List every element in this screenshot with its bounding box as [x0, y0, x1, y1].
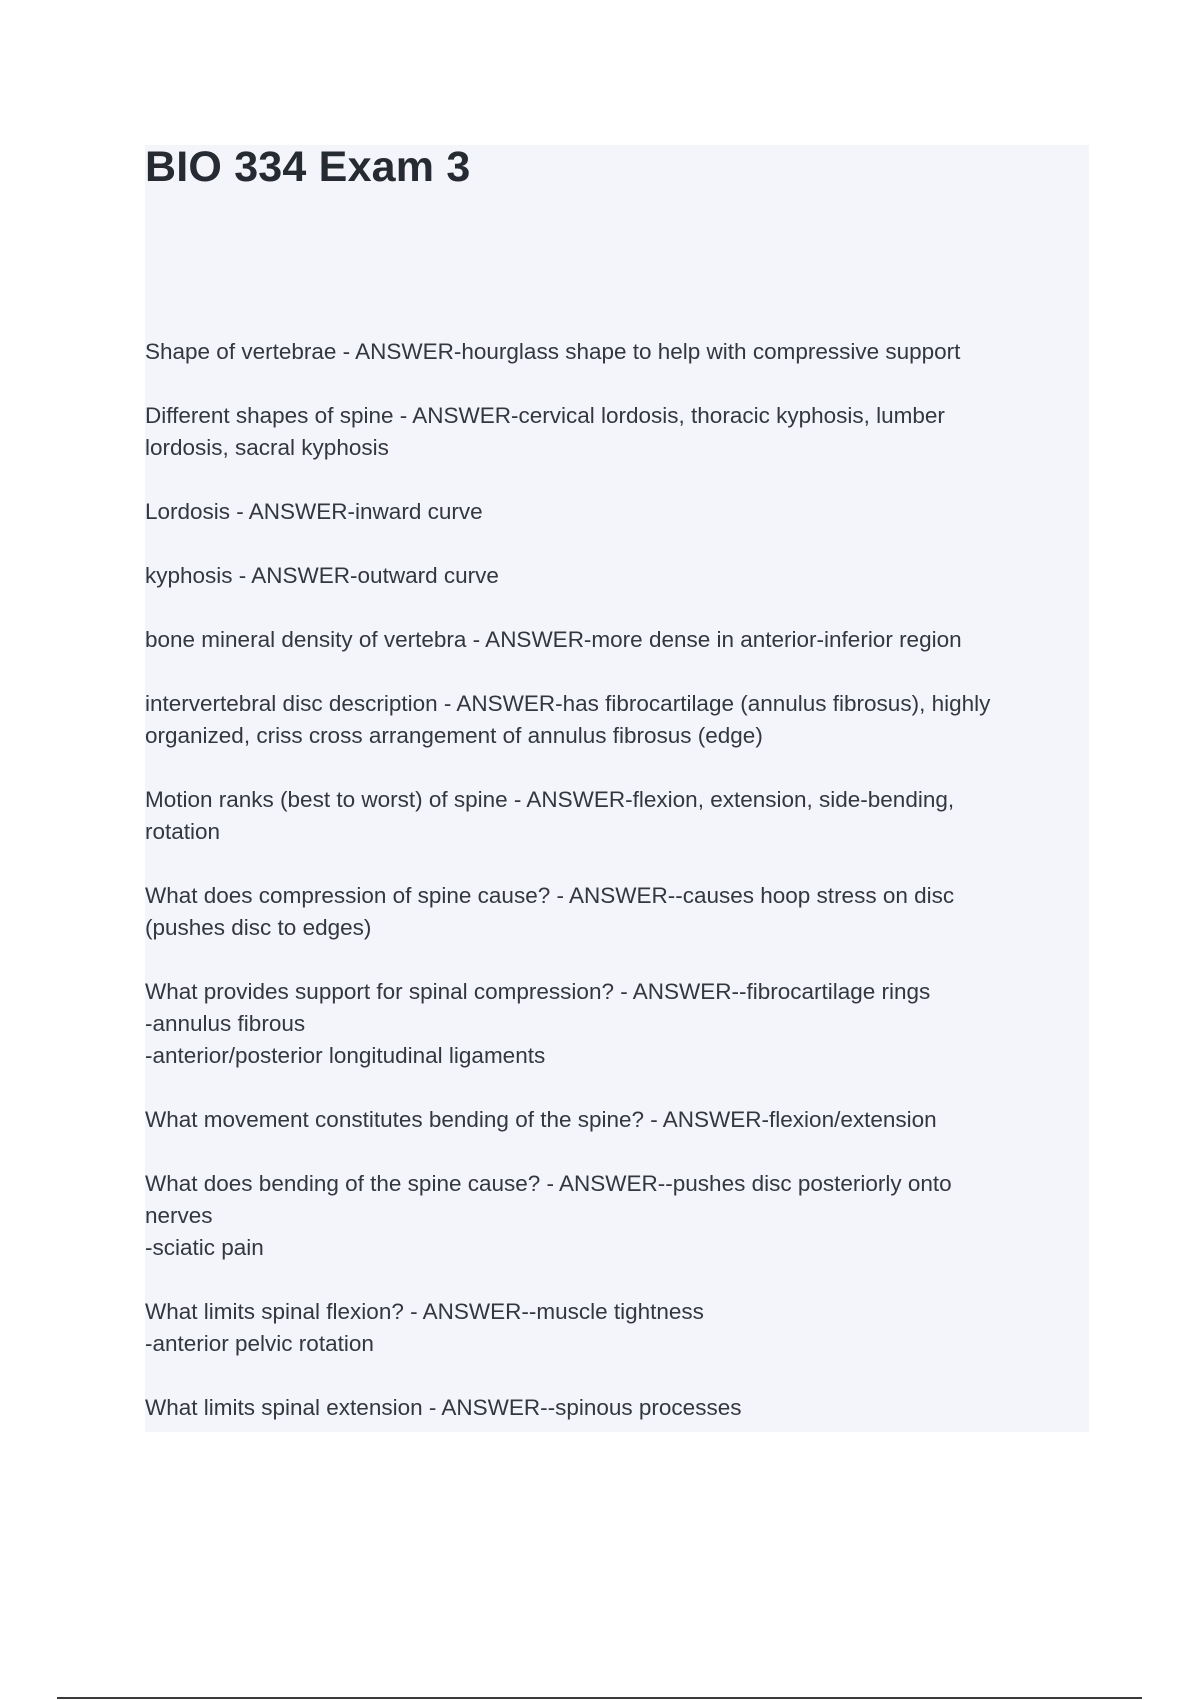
- qa-item: [145, 336, 1075, 368]
- bottom-rule: [57, 1697, 1142, 1699]
- qa-item: [145, 1296, 1075, 1360]
- qa-line: Motion ranks (best to worst) of spine - ANSWER-flexion, extension, side-bending,: [145, 787, 955, 812]
- qa-item: [145, 624, 1075, 656]
- qa-line: What provides support for spinal compression? - ANSWER--fibrocartilage rings: [145, 979, 931, 1004]
- qa-item: [145, 1392, 1075, 1424]
- qa-line: What limits spinal extension - ANSWER--spinous processes: [145, 1395, 742, 1420]
- qa-line: kyphosis - ANSWER-outward curve: [145, 563, 499, 588]
- qa-line: -sciatic pain: [145, 1235, 264, 1260]
- qa-item: [145, 1168, 1075, 1264]
- qa-line: What does compression of spine cause? - ANSWER--causes hoop stress on disc: [145, 883, 955, 908]
- qa-line: Different shapes of spine - ANSWER-cervical lordosis, thoracic kyphosis, lumber: [145, 403, 945, 428]
- qa-item: [145, 560, 1075, 592]
- qa-line: intervertebral disc description - ANSWER-has fibrocartilage (annulus fibrosus), highly: [145, 691, 991, 716]
- qa-line: organized, criss cross arrangement of annulus fibrosus (edge): [145, 723, 763, 748]
- qa-line: What does bending of the spine cause? - ANSWER--pushes disc posteriorly onto: [145, 1171, 952, 1196]
- qa-line: (pushes disc to edges): [145, 915, 372, 940]
- qa-line: -anterior/posterior longitudinal ligaments: [145, 1043, 546, 1068]
- qa-line: nerves: [145, 1203, 213, 1228]
- qa-line: Shape of vertebrae - ANSWER-hourglass shape to help with compressive support: [145, 339, 961, 364]
- qa-item: [145, 976, 1075, 1072]
- qa-line: -anterior pelvic rotation: [145, 1331, 374, 1356]
- qa-list: [145, 336, 1075, 1456]
- qa-line: rotation: [145, 819, 221, 844]
- qa-line: -annulus fibrous: [145, 1011, 306, 1036]
- qa-line: What movement constitutes bending of the spine? - ANSWER-flexion/extension: [145, 1107, 937, 1132]
- qa-line: What limits spinal flexion? - ANSWER--muscle tightness: [145, 1299, 704, 1324]
- qa-line: lordosis, sacral kyphosis: [145, 435, 389, 460]
- qa-item: [145, 400, 1075, 464]
- page-title: BIO 334 Exam 3: [145, 143, 471, 191]
- qa-line: bone mineral density of vertebra - ANSWER-more dense in anterior-inferior region: [145, 627, 962, 652]
- qa-item: [145, 688, 1075, 752]
- qa-item: [145, 784, 1075, 848]
- qa-item: [145, 1104, 1075, 1136]
- qa-line: Lordosis - ANSWER-inward curve: [145, 499, 483, 524]
- qa-item: [145, 496, 1075, 528]
- qa-item: [145, 880, 1075, 944]
